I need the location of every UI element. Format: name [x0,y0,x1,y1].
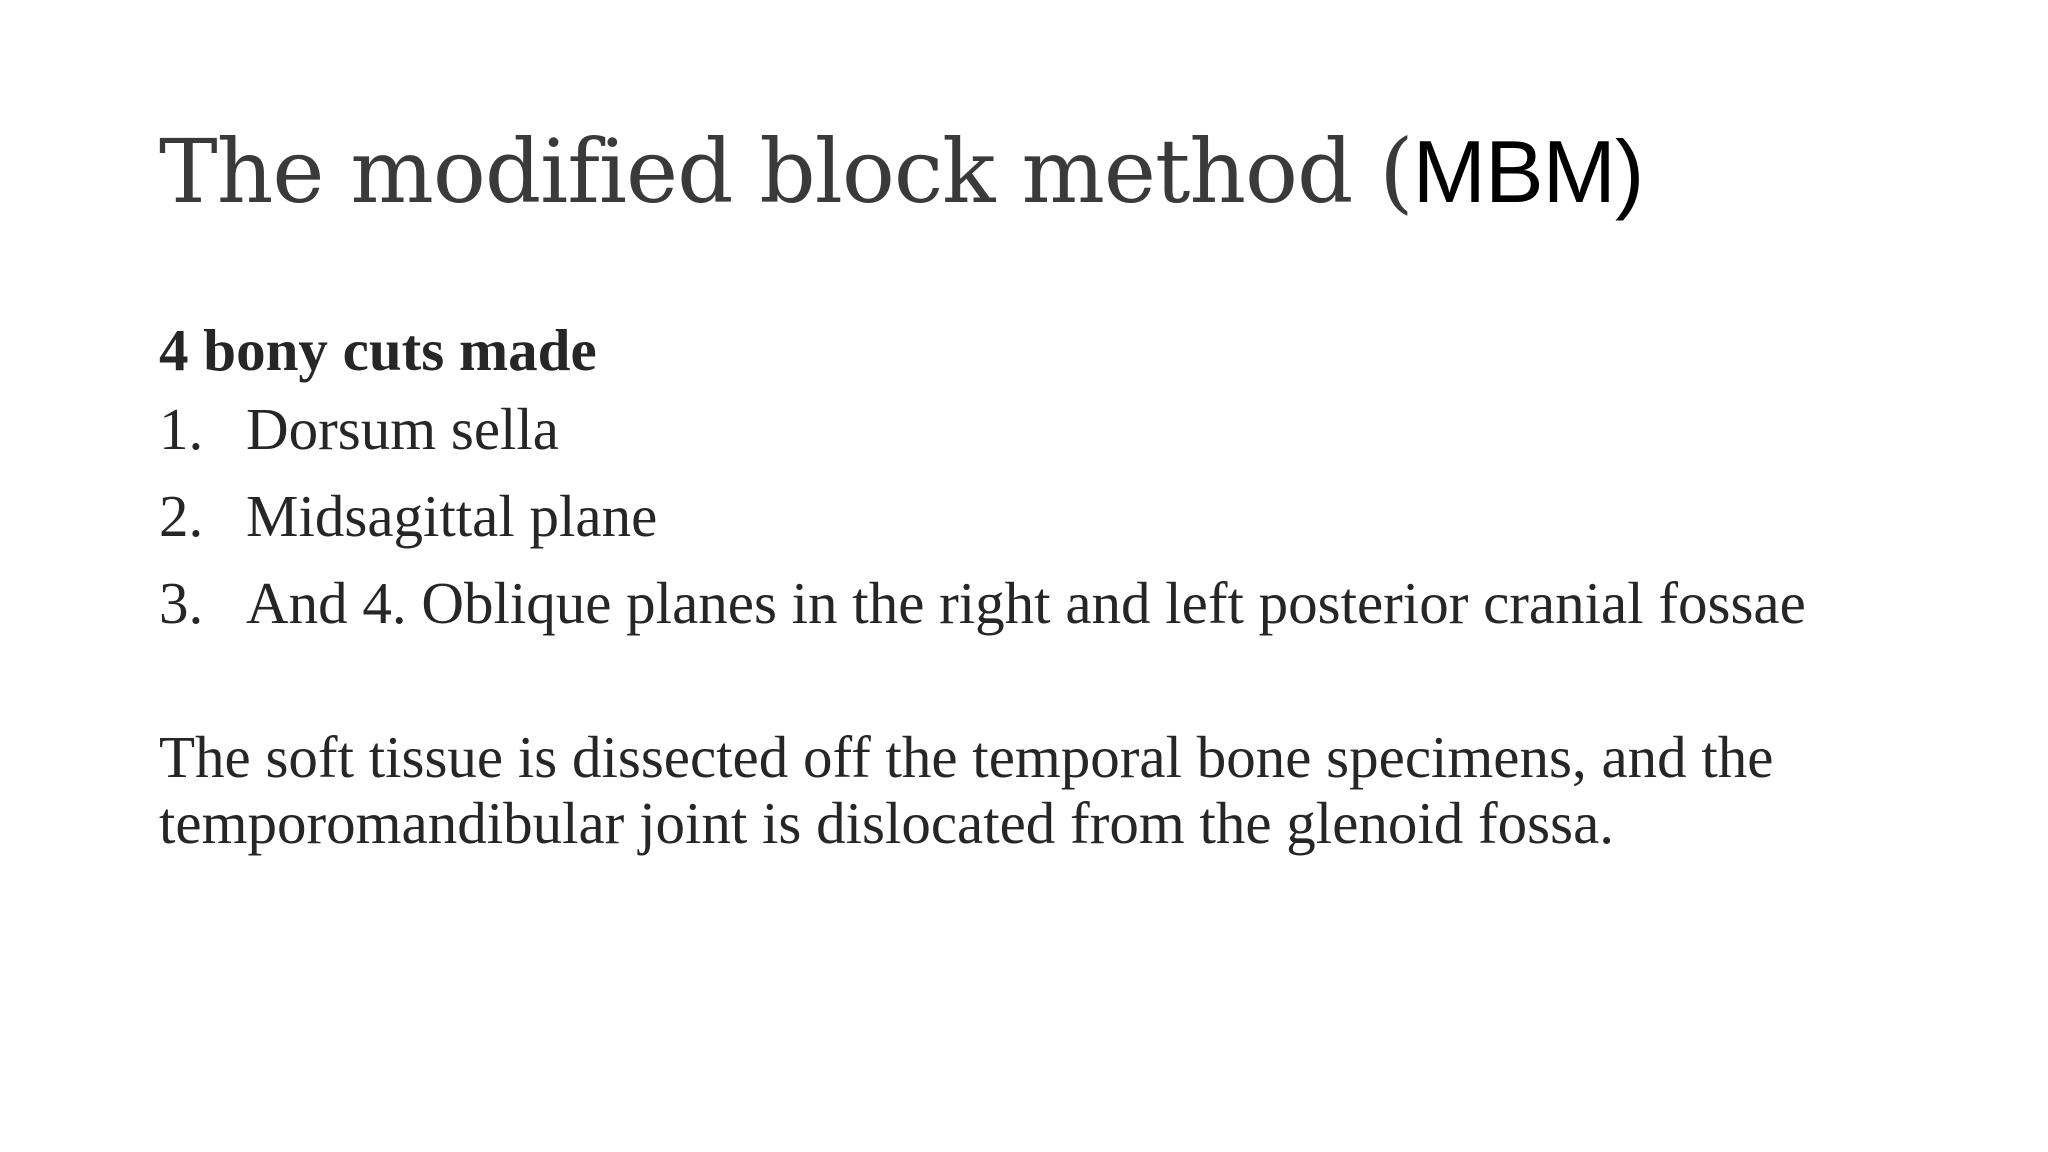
list-item-text: Midsagittal plane [246,483,658,549]
list-item [159,570,1919,636]
subheading: 4 bony cuts made [159,317,597,383]
list-item [159,483,1919,549]
cuts-list [159,396,1919,636]
list-item-number: 3. [159,570,204,636]
list-item-number: 1. [159,396,204,462]
slide-title [159,112,1643,232]
list-item-number: 2. [159,483,204,549]
slide-body [159,310,1919,856]
list-item-text: And 4. Oblique planes in the right and left posterior cranial fossae [246,570,1806,636]
list-item [159,396,1919,462]
title-main-text: The modified block method ( [159,120,1413,223]
title-abbreviation: MBM) [1412,122,1644,221]
list-item-text: Dorsum sella [246,396,559,462]
body-paragraph: The soft tissue is dissected off the temporal bone specimens, and the temporomandibular joint is dislocated from the glenoid fossa. [159,724,1774,856]
